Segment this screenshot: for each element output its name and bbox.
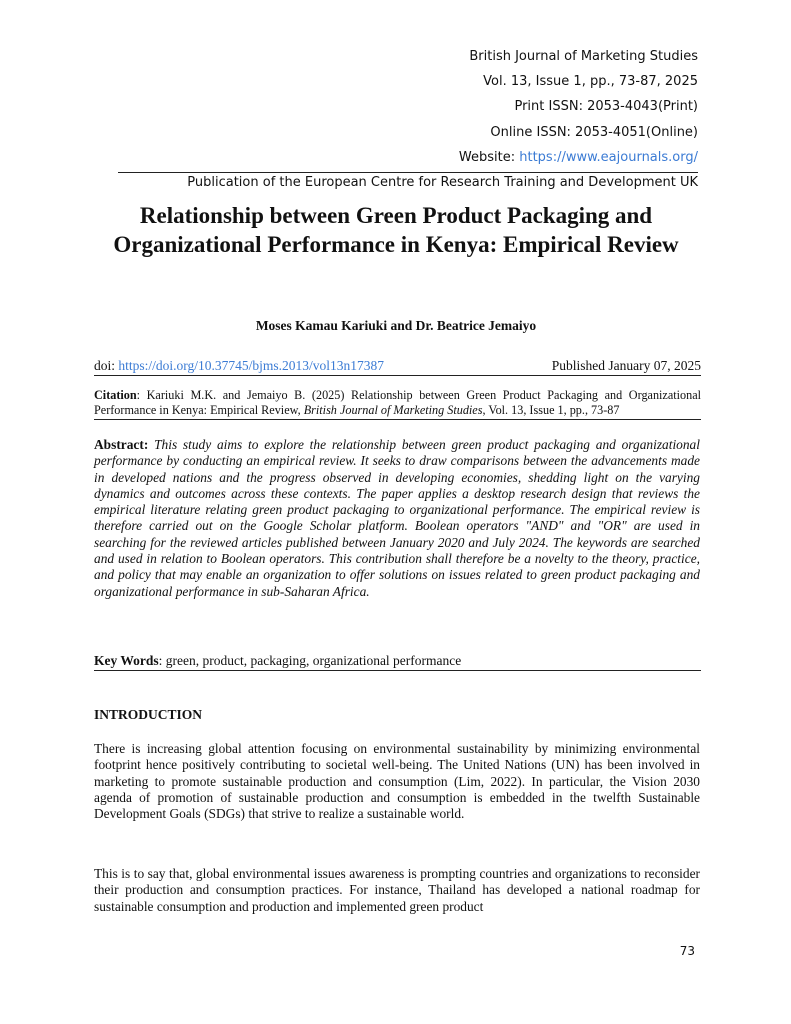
website-label: Website: [458, 149, 520, 165]
publisher-divider [118, 172, 698, 173]
keywords-divider [94, 670, 701, 671]
doi-row [94, 358, 701, 374]
doi-link[interactable]: https://doi.org/10.37745/bjms.2013/vol13n17387 [118, 358, 385, 373]
citation-journal: British Journal of Marketing Studies [303, 402, 483, 417]
abstract-label: Abstract: [94, 437, 149, 452]
website-line [459, 145, 698, 170]
website-link[interactable]: https://www.eajournals.org/ [519, 149, 698, 165]
online-issn: Online ISSN: 2053-4051(Online) [490, 124, 698, 140]
volume-info: Vol. 13, Issue 1, pp., 73-87, 2025 [483, 74, 698, 90]
citation-text: : Kariuki M.K. and Jemaiyo B. (2025) Relationship between Green Product Packaging and Organizational Performance in Kenya: Empirical Review, [94, 388, 701, 417]
abstract [94, 437, 700, 600]
keywords-label: Key Words [94, 653, 159, 668]
doi-divider [94, 375, 701, 376]
section-heading: INTRODUCTION [94, 707, 203, 722]
doi-label: doi: [94, 358, 119, 373]
citation [94, 388, 701, 418]
paper-title: Relationship between Green Product Packaging and Organizational Performance in Kenya: Empirical Review [113, 203, 679, 257]
print-issn: Print ISSN: 2053-4043(Print) [514, 99, 698, 115]
abstract-text: This study aims to explore the relationship between green product packaging and organizational performance by conducting an empirical review. It seeks to draw comparisons between the advancements made in developed nations and the progress observed in developing economies, shedding light on the varying dynamics and outcomes across these contexts. The paper applies a desktop research design that reviews the empirical literature relating green product packaging to organizational performance. The empirical review is therefore carried out on the Google Scholar platform. Boolean operators "AND" and "OR" are used in searching for the reviewed articles published between January 2020 and July 2024. The keywords are searched and used in relation to Boolean operators. This contribution shall therefore be a novelty to the theory, practice, and policy that may enable an organization to offer solutions on issues related to green product packaging and organizational performance in sub-Saharan Africa. [94, 437, 700, 599]
page-number: 73 [679, 944, 695, 958]
citation-details: , Vol. 13, Issue 1, pp., 73-87 [482, 402, 620, 417]
intro-paragraph-1: There is increasing global attention focusing on environmental sustainability by minimizing environmental footprint hence positively contributing to societal well-being. The United Nations (UN) has been involved in marketing to promote sustainable production and consumption (Lim, 2022). In particular, the Vision 2030 agenda of promotion of sustainable production and consumption is embedded in the twelfth Sustainable Development Goals (SDGs) that strive to realize a sustainable world. [94, 741, 700, 822]
publisher-line: Publication of the European Centre for Research Training and Development UK [187, 175, 698, 190]
keywords-text: : green, product, packaging, organizational performance [158, 653, 462, 668]
citation-label: Citation [94, 388, 137, 402]
intro-paragraph-2: This is to say that, global environmental issues awareness is prompting countries and organizations to reconsider their production and consumption practices. For instance, Thailand has developed a national roadmap for sustainable consumption and production and implemented green product [94, 866, 700, 914]
keywords [94, 653, 700, 669]
paper-authors: Moses Kamau Kariuki and Dr. Beatrice Jemaiyo [255, 318, 537, 333]
journal-name: British Journal of Marketing Studies [469, 49, 698, 64]
journal-masthead [459, 44, 698, 170]
citation-divider [94, 419, 701, 420]
doi [94, 358, 384, 374]
published-date: Published January 07, 2025 [551, 358, 701, 373]
